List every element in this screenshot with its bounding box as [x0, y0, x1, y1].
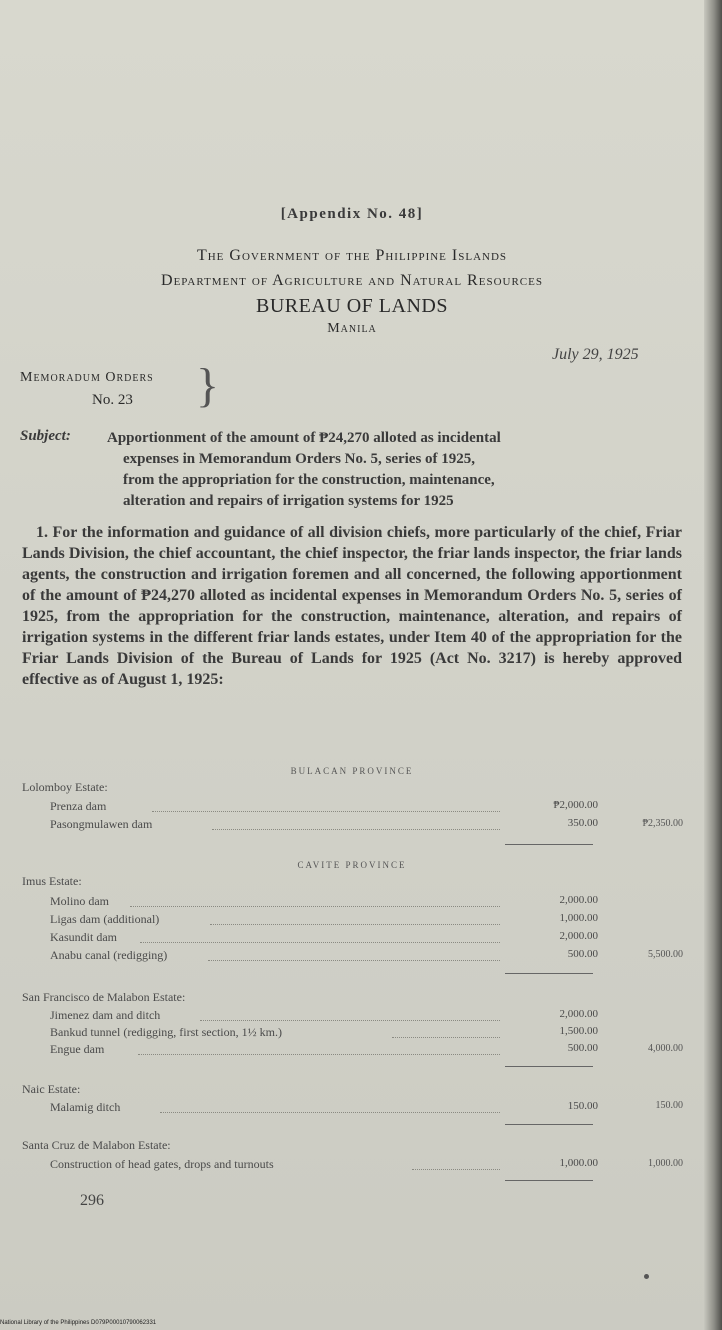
leader-dots — [140, 942, 500, 943]
item-amount: 2,000.00 — [559, 1008, 598, 1020]
item-label: Molino dam — [50, 894, 109, 908]
item-amount: 150.00 — [567, 1100, 598, 1112]
subtotal-rule — [505, 973, 593, 974]
item-label: Anabu canal (redigging) — [50, 948, 168, 962]
item-amount: 2,000.00 — [559, 930, 598, 942]
subtotal-rule — [505, 844, 593, 845]
item-label: Prenza dam — [50, 799, 107, 813]
item-amount: ₱2,000.00 — [553, 799, 598, 811]
item-label: Construction of head gates, drops and turnouts — [50, 1157, 274, 1171]
estate-name: Santa Cruz de Malabon Estate: — [22, 1138, 171, 1152]
item-amount: 350.00 — [567, 817, 598, 829]
item-label: Pasongmulawen dam — [50, 817, 153, 831]
item-amount: 2,000.00 — [559, 894, 598, 906]
subject-line: from the appropriation for the construction, maintenance, — [123, 472, 495, 488]
estate-total: 5,500.00 — [648, 949, 683, 960]
estate-name: San Francisco de Malabon Estate: — [22, 990, 186, 1004]
memo-orders-label: Memoradum Orders — [20, 370, 154, 385]
page-number: 296 — [80, 1192, 104, 1209]
item-amount: 1,000.00 — [559, 912, 598, 924]
header-department: Department of Agriculture and Natural Resources — [161, 272, 543, 289]
subject-label: Subject: — [20, 428, 71, 444]
leader-dots — [152, 811, 500, 812]
page-edge-shadow — [704, 0, 722, 1330]
item-amount: 1,500.00 — [559, 1025, 598, 1037]
subject-line: expenses in Memorandum Orders No. 5, series of 1925, — [123, 451, 476, 467]
item-label: Jimenez dam and ditch — [50, 1008, 161, 1022]
province-heading: CAVITE PROVINCE — [297, 860, 407, 870]
item-label: Kasundit dam — [50, 930, 117, 944]
leader-dots — [200, 1020, 500, 1021]
estate-name: Lolomboy Estate: — [22, 780, 108, 794]
body-paragraph: 1. For the information and guidance of all division chiefs, more particularly of the chief, Friar Lands Division, the chief accountant, the chief inspector, the friar lands inspector, the friar lands agents, the construction and irrigation foremen and all concerned, the following apportionment of the amount of ₱24,270 alloted as incidental expenses in Memorandum Orders No. 5, series of 1925, from the appropriation for the construction, maintenance, alteration, and repairs of irrigation systems in the different friar lands estates, under Item 40 of the appropriation for the Friar Lands Division of the Bureau of Lands for 1925 (Act No. 3217) is hereby approved effective as of August 1, 1925: — [22, 524, 682, 688]
leader-dots — [412, 1169, 500, 1170]
estate-total: ₱2,350.00 — [642, 818, 683, 829]
estate-total: 4,000.00 — [648, 1043, 683, 1054]
footer-caption: National Library of the Philippines D079P00010790062331 — [0, 1320, 157, 1326]
subtotal-rule — [505, 1124, 593, 1125]
item-amount: 500.00 — [567, 1042, 598, 1054]
item-label: Ligas dam (additional) — [50, 912, 160, 926]
item-label: Engue dam — [50, 1042, 105, 1056]
leader-dots — [392, 1037, 500, 1038]
item-label: Malamig ditch — [50, 1100, 121, 1114]
header-bureau: BUREAU OF LANDS — [256, 295, 448, 317]
leader-dots — [130, 906, 500, 907]
subject-line: Apportionment of the amount of ₱24,270 alloted as incidental — [107, 430, 501, 446]
memo-date: July 29, 1925 — [552, 346, 639, 363]
subject-line: alteration and repairs of irrigation systems for 1925 — [123, 493, 454, 509]
appendix-label: [Appendix No. 48] — [280, 206, 424, 222]
subtotal-rule — [505, 1180, 593, 1181]
header-city: Manila — [327, 321, 377, 336]
estate-name: Naic Estate: — [22, 1082, 81, 1096]
estate-total: 1,000.00 — [648, 1158, 683, 1169]
leader-dots — [138, 1054, 500, 1055]
estate-name: Imus Estate: — [22, 874, 82, 888]
leader-dots — [208, 960, 500, 961]
header-government: The Government of the Philippine Islands — [196, 247, 508, 264]
memo-number: No. 23 — [92, 392, 133, 408]
province-heading: BULACAN PROVINCE — [290, 766, 414, 776]
leader-dots — [160, 1112, 500, 1113]
subtotal-rule — [505, 1066, 593, 1067]
estate-total: 150.00 — [655, 1100, 683, 1111]
ink-speck — [644, 1274, 649, 1279]
leader-dots — [212, 829, 500, 830]
item-label: Bankud tunnel (redigging, first section, 1½ km.) — [50, 1025, 282, 1039]
leader-dots — [210, 924, 500, 925]
memo-brace: } — [196, 359, 220, 412]
item-amount: 500.00 — [567, 948, 598, 960]
item-amount: 1,000.00 — [559, 1157, 598, 1169]
subject-block — [107, 428, 683, 512]
